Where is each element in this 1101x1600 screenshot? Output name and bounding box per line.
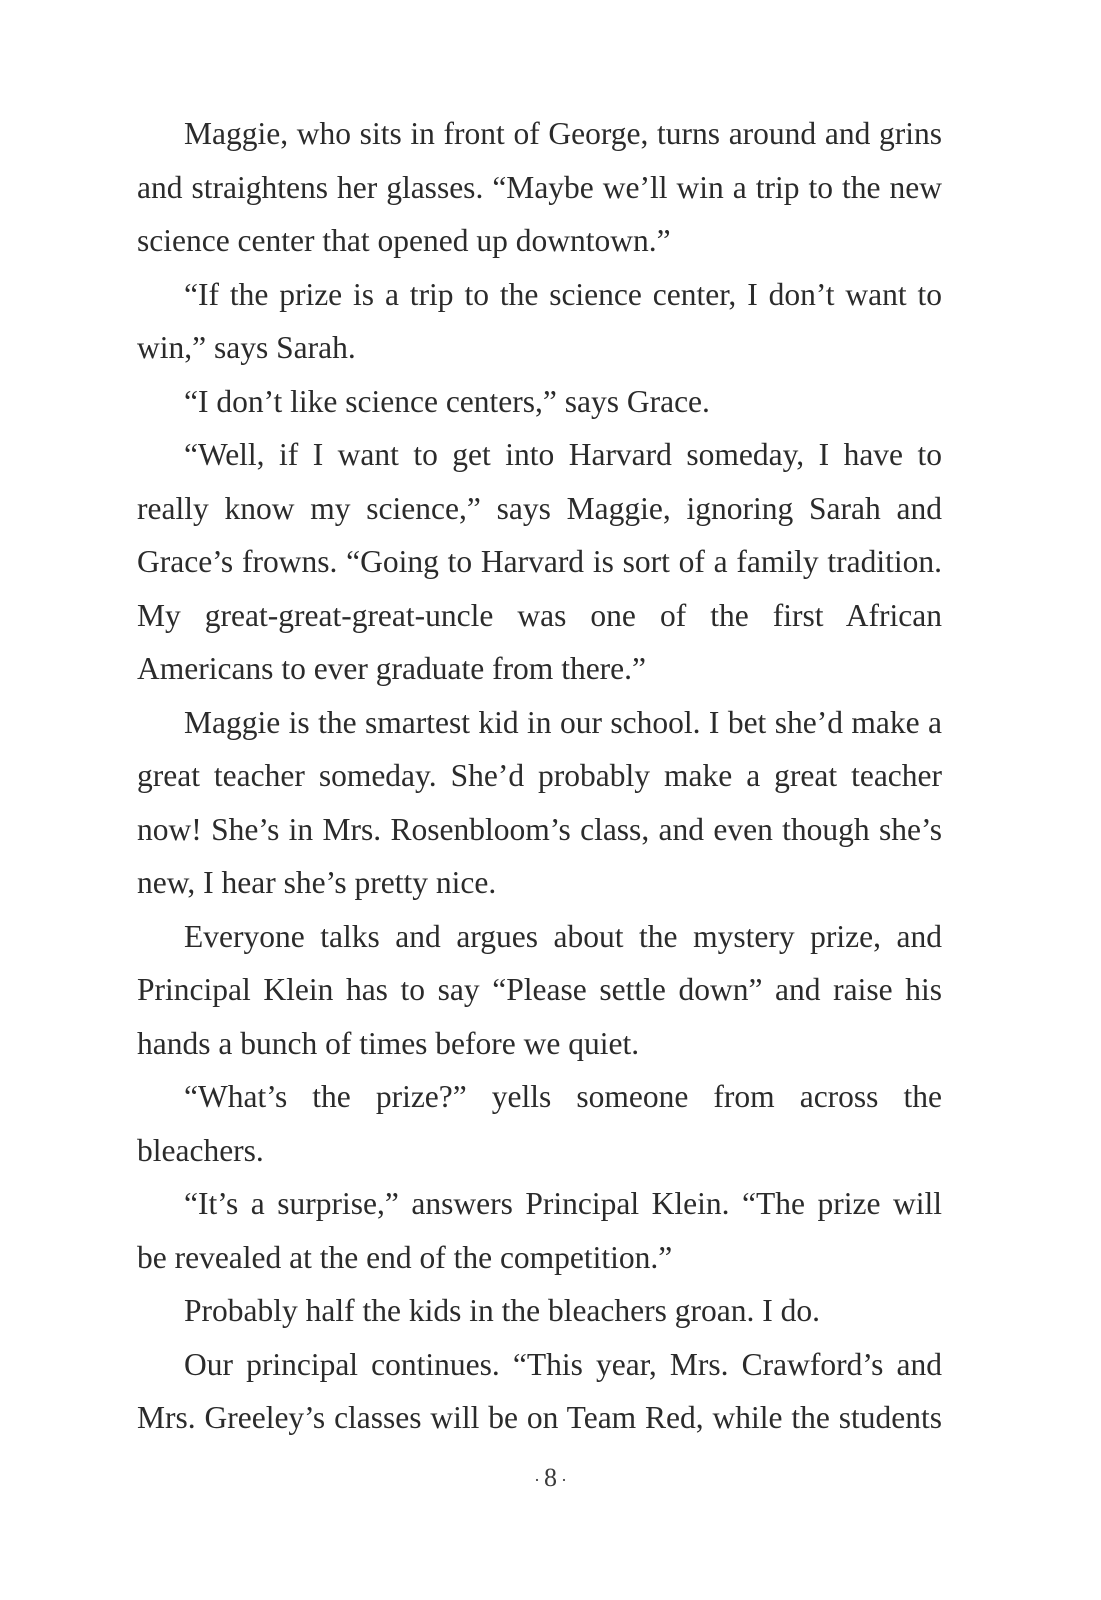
paragraph-1: Maggie, who sits in front of George, turns around and grins and straightens her glasses. “Maybe we’ll win a trip to the new science center that opened up downtown.” <box>137 116 942 258</box>
paragraph-5: Maggie is the smartest kid in our school. I bet she’d make a great teacher someday. She’d probably make a great teacher now! She’s in Mrs. Rosenbloom’s class, and even though she’s new, I hear she’s pretty nice. <box>137 704 942 900</box>
paragraph-4: “Well, if I want to get into Harvard someday, I have to really know my science,” says Maggie, ignoring Sarah and Grace’s frowns. “Going to Harvard is sort of a family tradition. My great-great-great-uncle was one of the first African Americans to ever graduate from there.” <box>137 437 942 686</box>
paragraph-3: “I don’t like science centers,” says Grace. <box>184 383 710 419</box>
paragraph-8: “It’s a surprise,” answers Principal Klein. “The prize will be revealed at the end of the competition.” <box>137 1186 942 1275</box>
page-number-dot-right: · <box>561 1470 567 1491</box>
paragraph-7: “What’s the prize?” yells someone from across the bleachers. <box>137 1079 942 1168</box>
paragraph-10: Our principal continues. “This year, Mrs. Crawford’s and Mrs. Greeley’s classes will be on Team Red, while the students <box>137 1346 942 1435</box>
paragraph-2: “If the prize is a trip to the science center, I don’t want to win,” says Sarah. <box>137 276 942 365</box>
page-number-footer <box>0 1463 1101 1495</box>
page-number: 8 <box>544 1463 557 1492</box>
body-text <box>137 107 942 1445</box>
page-number-dot-left: · <box>534 1470 540 1491</box>
paragraph-6: Everyone talks and argues about the mystery prize, and Principal Klein has to say “Please settle down” and raise his hands a bunch of times before we quiet. <box>137 918 942 1061</box>
paragraph-9: Probably half the kids in the bleachers groan. I do. <box>184 1293 820 1328</box>
